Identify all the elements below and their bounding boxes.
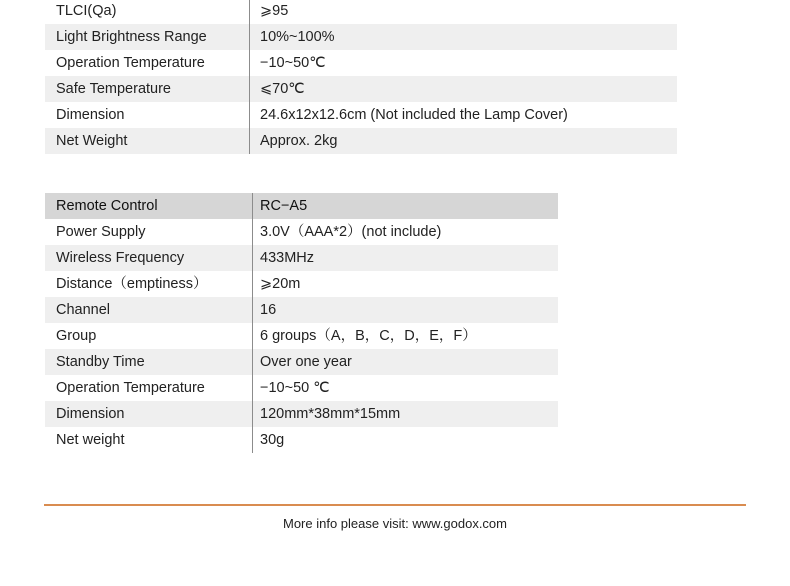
header-label: Remote Control <box>45 193 253 219</box>
header-value: RC−A5 <box>253 193 559 219</box>
table-row <box>45 50 677 76</box>
spec-value: 30g <box>260 432 285 448</box>
footer-text: More info please visit: www.godox.com <box>283 516 507 531</box>
spec-value: 6 groups（A，B，C，D，E，F） <box>260 328 477 344</box>
remote-spec-table <box>45 193 558 453</box>
spec-label: Channel <box>45 297 253 323</box>
spec-label: Safe Temperature <box>45 76 250 102</box>
spec-value: ⩾95 <box>260 3 289 19</box>
table-row <box>45 24 677 50</box>
table-row <box>45 349 558 375</box>
spec-label: TLCI(Qa) <box>45 0 250 24</box>
spec-value: ⩾20m <box>260 276 301 292</box>
table-row <box>45 76 677 102</box>
spec-label: Distance（emptiness） <box>45 271 253 297</box>
spec-label: Wireless Frequency <box>45 245 253 271</box>
spec-value: −10~50℃ <box>260 55 326 71</box>
spec-value: 10%~100% <box>250 24 678 50</box>
spec-label: Light Brightness Range <box>45 24 250 50</box>
spec-value: 3.0V（AAA*2）(not include) <box>260 224 442 240</box>
spec-label: Net weight <box>45 427 253 453</box>
table-row <box>45 245 558 271</box>
table-row <box>45 102 677 128</box>
table-row <box>45 297 558 323</box>
spec-label: Dimension <box>45 401 253 427</box>
spec-label: Power Supply <box>45 219 253 245</box>
table-row <box>45 427 558 453</box>
table-row <box>45 323 558 349</box>
spec-label: Operation Temperature <box>45 50 250 76</box>
spec-label: Standby Time <box>45 349 253 375</box>
table-header-row <box>45 193 558 219</box>
spec-label: Group <box>45 323 253 349</box>
spec-value: Over one year <box>253 349 559 375</box>
table-row <box>45 128 677 154</box>
spec-value: 16 <box>253 297 559 323</box>
table-row <box>45 0 677 24</box>
table-row <box>45 219 558 245</box>
light-spec-table <box>45 0 677 154</box>
spec-label: Dimension <box>45 102 250 128</box>
spec-value: ⩽70℃ <box>250 76 678 102</box>
spec-value: 120mm*38mm*15mm <box>253 401 559 427</box>
footer-divider <box>44 504 746 506</box>
spec-value: 433MHz <box>253 245 559 271</box>
table-row <box>45 401 558 427</box>
table-row <box>45 375 558 401</box>
spec-value: Approx. 2kg <box>250 128 678 154</box>
spec-label: Operation Temperature <box>45 375 253 401</box>
spec-value: 24.6x12x12.6cm (Not included the Lamp Cover) <box>260 107 568 123</box>
table-row <box>45 271 558 297</box>
spec-value: −10~50 ℃ <box>260 380 330 396</box>
spec-label: Net Weight <box>45 128 250 154</box>
